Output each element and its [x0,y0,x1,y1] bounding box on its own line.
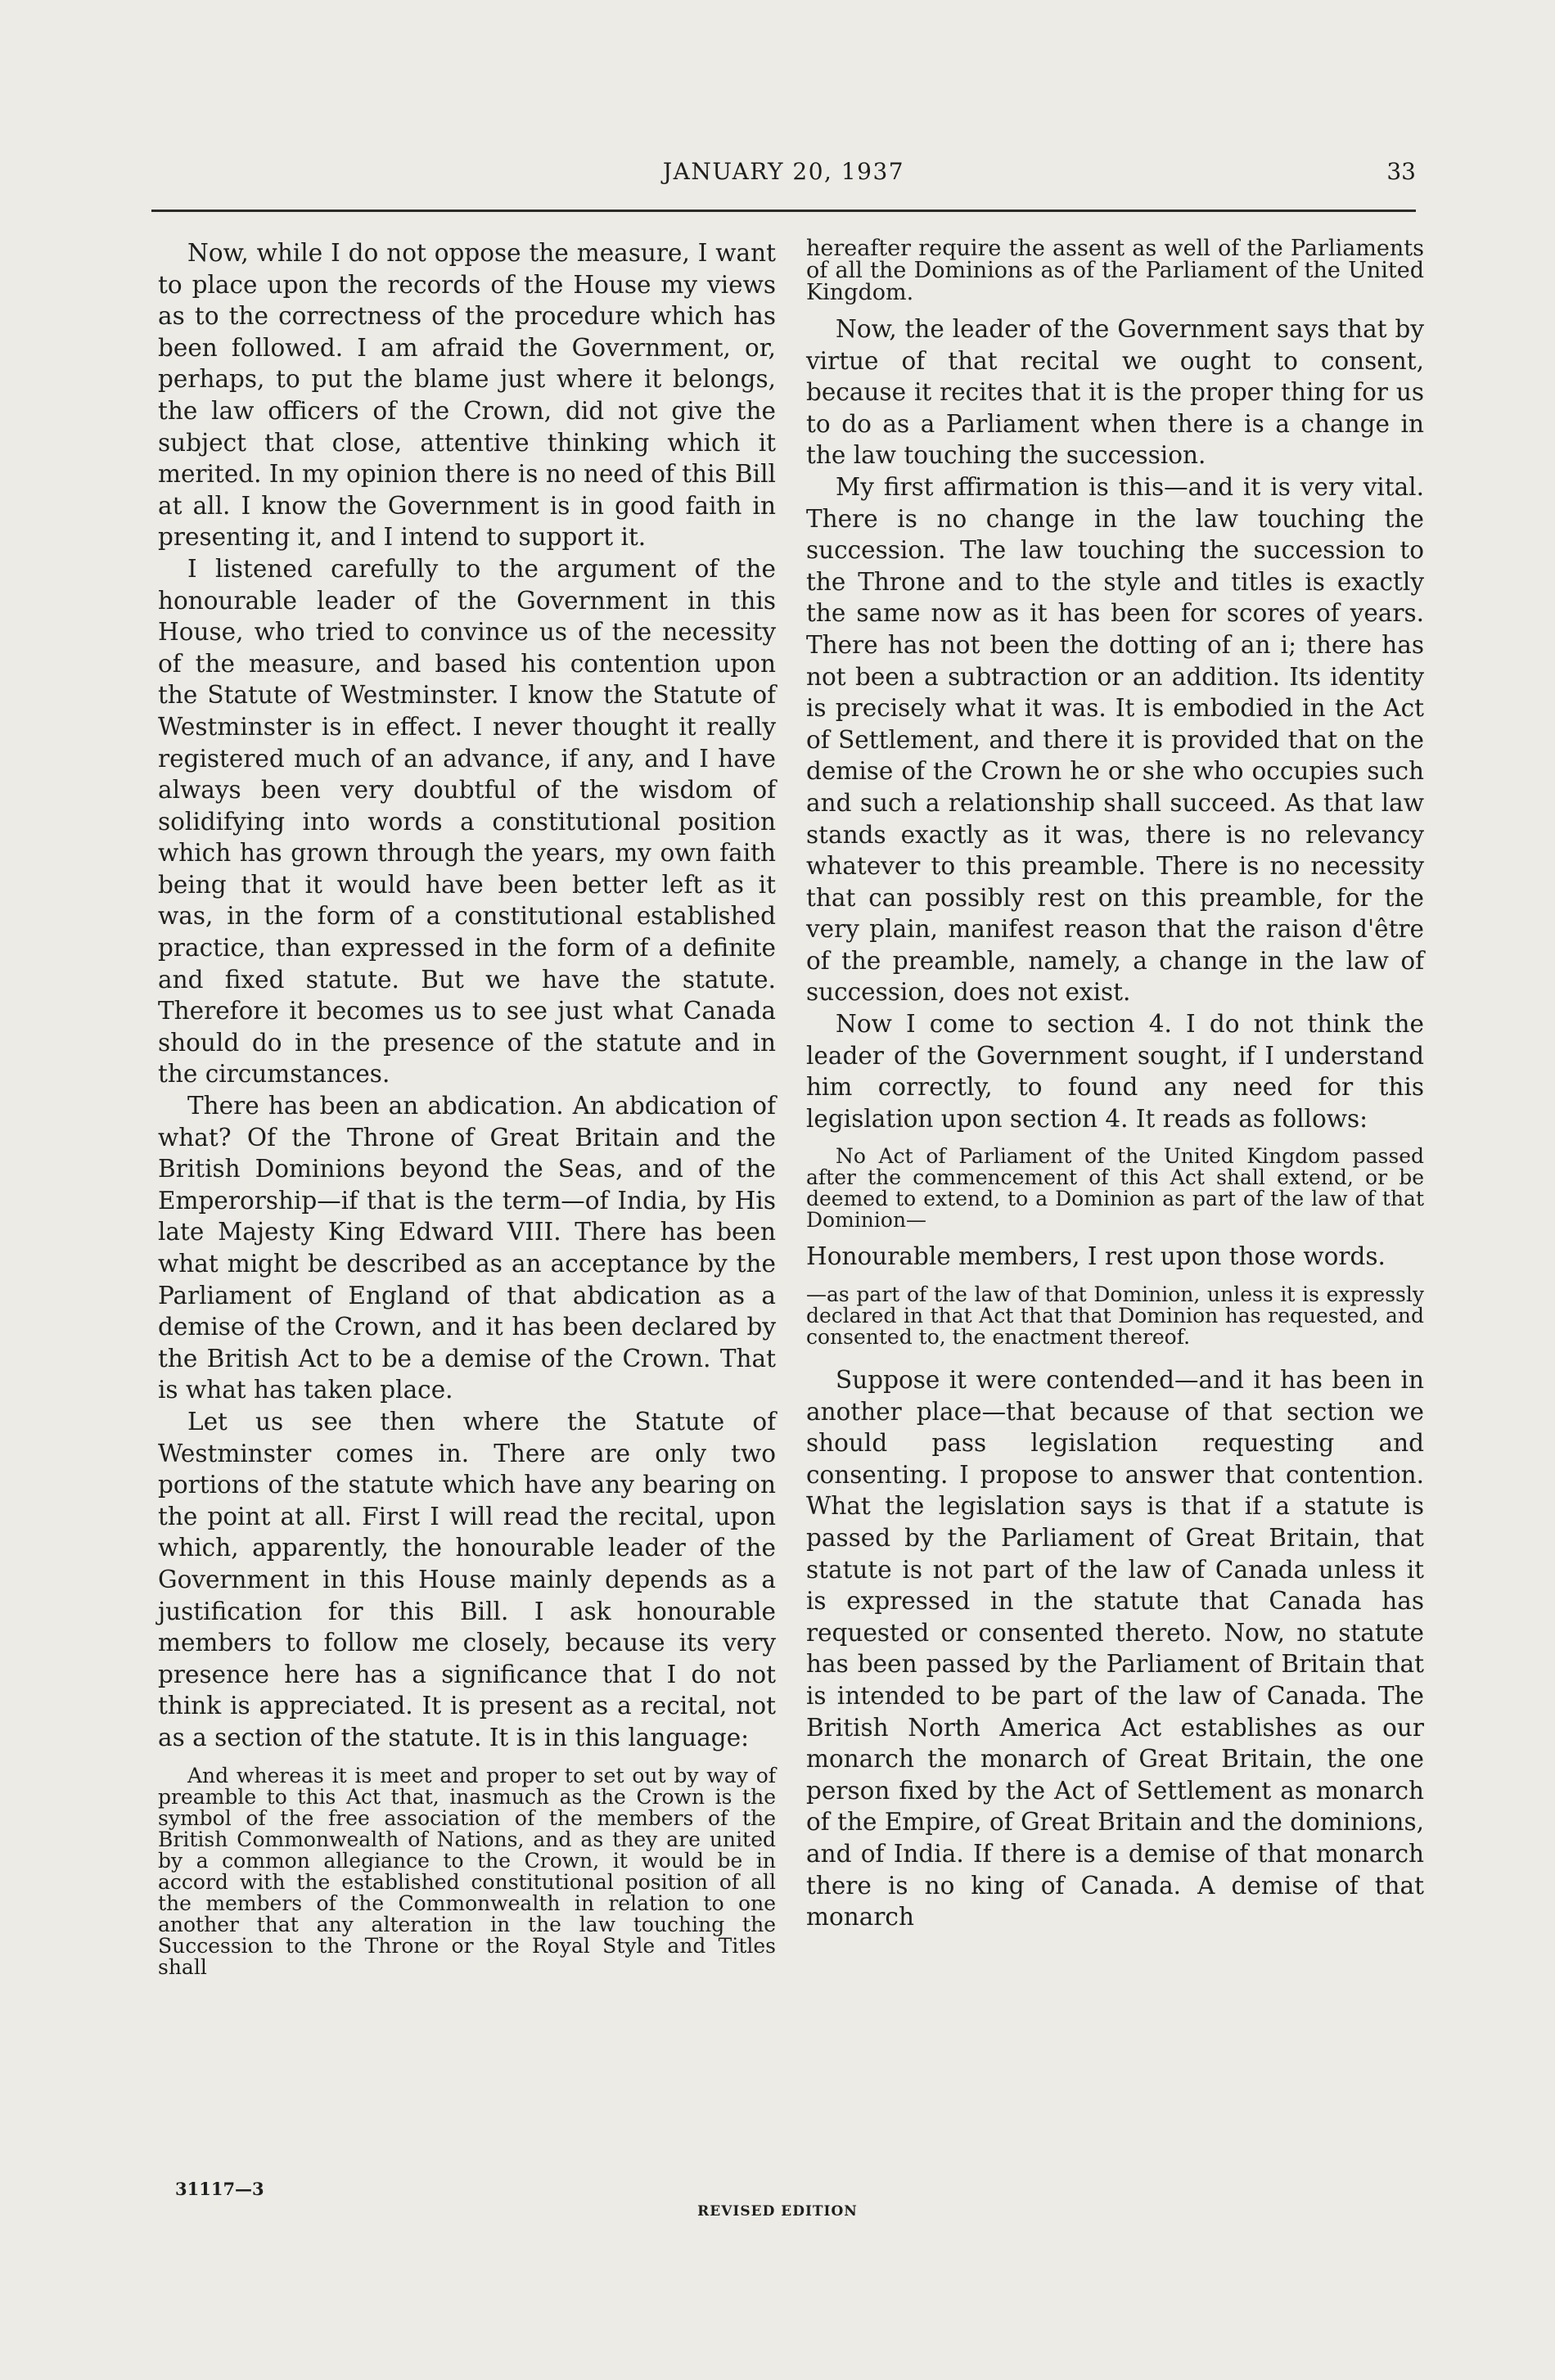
paragraph: Now, while I do not oppose the measure, I want to place upon the records of the House my views as to the correctness of the procedure which has been followed. I am afraid the Government, or, perhaps, to put the blame just where it belongs, the law officers of the Crown, did not give the subject that close, attentive thinking which it merited. In my opinion there is no need of this Bill at all. I know the Government is in good faith in presenting it, and I intend to support it. [158,239,776,552]
paragraph: Now I come to section 4. I do not think the leader of the Government sought, if I understand him correctly, to found any need for this legislation upon section 4. It reads as follows: [806,1010,1424,1133]
signature-mark: 31117—3 [175,2179,264,2199]
paragraph: Suppose it were contended—and it has been in another place—that because of that section we should pass legislation requesting and consenting. I propose to answer that contention. What the legislation says is that if a statute is passed by the Parliament of Great Britain, that statute is not part of the law of Canada unless it is expressed in the statute that Canada has requested or consented thereto. Now, no statute has been passed by the Parliament of Britain that is intended to be part of the law of Canada. The British North America Act establishes as our monarch the monarch of Great Britain, the one person fixed by the Act of Settlement as monarch of the Empire, of Great Britain and the dominions, and of India. If there is a demise of that monarch there is no king of Canada. A demise of that monarch [806,1366,1424,1931]
paragraph-continuation: hereafter require the assent as well of the Parliaments of all the Dominions as of the Parliament of the United Kingdom. [806,236,1424,305]
left-column [158,237,776,1988]
block-quote-section-4: No Act of Parliament of the United Kingdom passed after the commencement of this Act shall extend, or be deemed to extend, to a Dominion as part of the law of that Dominion— [806,1144,1424,1233]
edition-label: REVISED EDITION [697,2203,858,2220]
header-date: JANUARY 20, 1937 [662,158,905,185]
paragraph: My first affirmation is this—and it is very vital. There is no change in the law touching the succession. The law touching the succession to the Throne and to the style and titles is exactly the same now as it has been for scores of years. There has not been the dotting of an i; there has not been a subtraction or an addition. Its identity is precisely what it was. It is embodied in the Act of Settlement, and there it is provided that on the demise of the Crown he or she who occupies such and such a relationship shall succeed. As that law stands exactly as it was, there is no relevancy whatever to this preamble. There is no necessity that can possibly rest on this preamble, for the very plain, manifest reason that the raison d'être of the preamble, namely, a change in the law of succession, does not exist. [806,472,1424,1007]
block-quote-preamble: And whereas it is meet and proper to set out by way of preamble to this Act that, inasmuch as the Crown is the symbol of the free association of the members of the British Commonwealth of Nations, and as they are united by a common allegiance to the Crown, it would be in accord with the established constitutional position of all the members of the Commonwealth in relation to one another that any alteration in the law touching the Succession to the Throne or the Royal Style and Titles shall [158,1763,776,1979]
paragraph: Let us see then where the Statute of Westminster comes in. There are only two portions of the statute which have any bearing on the point at all. First I will read the recital, upon which, apparently, the honourable leader of the Government in this House mainly depends as a justification for this Bill. I ask honourable members to follow me closely, because its very presence here has a significance that I do not think is appreciated. It is present as a recital, not as a section of the statute. It is in this language: [158,1407,776,1751]
block-quote-section-4-continued: —as part of the law of that Dominion, unless it is expressly declared in that Act that that Dominion has requested, and consented to, the enactment thereof. [806,1282,1424,1350]
page-number: 33 [1386,158,1416,185]
paragraph: I listened carefully to the argument of the honourable leader of the Government in this House, who tried to convince us of the necessity of the measure, and based his contention upon the Statute of Westminster. I know the Statute of Westminster is in effect. I never thought it really registered much of an advance, if any, and I have always been very doubtful of the wisdom of solidifying into words a constitutional position which has grown through the years, my own faith being that it would have been better left as it was, in the form of a constitutional established practice, than expressed in the form of a definite and fixed statute. But we have the statute. Therefore it becomes us to see just what Canada should do in the presence of the statute and in the circumstances. [158,554,776,1089]
paragraph: Now, the leader of the Government says that by virtue of that recital we ought to consent, because it recites that it is the proper thing for us to do as a Parliament when there is a change in the law touching the succession. [806,315,1424,470]
header-rule [151,210,1416,212]
right-column [806,237,1424,1933]
paragraph: Honourable members, I rest upon those words. [806,1242,1386,1271]
paragraph: There has been an abdication. An abdication of what? Of the Throne of Great Britain and the British Dominions beyond the Seas, and of the Emperorship—if that is the term—of India, by His late Majesty King Edward VIII. There has been what might be described as an acceptance by the Parliament of England of that abdication as a demise of the Crown, and it has been declared by the British Act to be a demise of the Crown. That is what has taken place. [158,1092,776,1404]
running-header [151,158,1416,192]
